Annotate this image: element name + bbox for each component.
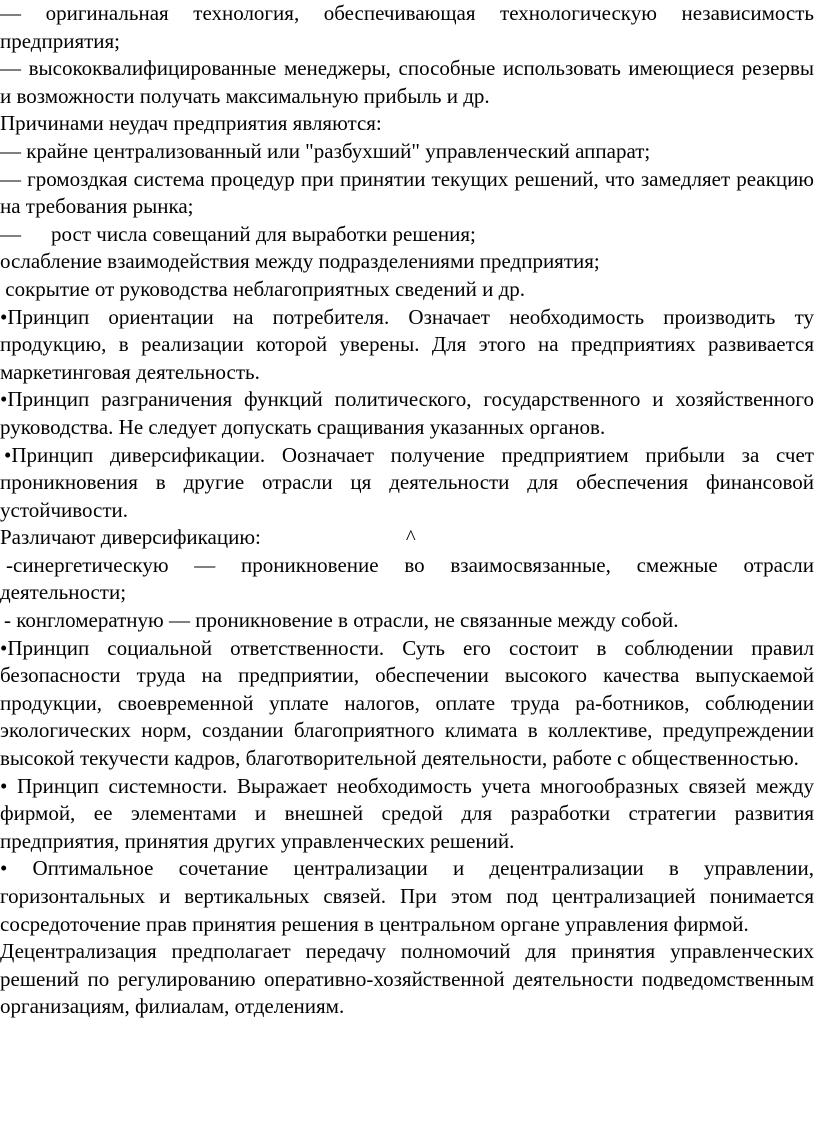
paragraph-18: Децентрализация предполагает передачу полномочий для принятия управленческих решений по регулированию оперативно-хозяйственной деятельности подведомственным организациям, филиалам, отделениям. xyxy=(0,939,814,1019)
paragraph-14: - конгломератную — проникновение в отрасли, не связанные между собой. xyxy=(4,608,679,633)
paragraph-16: • Принцип системности. Выражает необходимость учета многообразных связей между фирмой, ее элементами и внешней средой для разработки стратегии развития предприятия, принятия других управленческих решений. xyxy=(0,773,814,853)
paragraph-1: — оригинальная технология, обеспечивающая технологическую независимость предприятия; xyxy=(0,1,814,53)
paragraph-3: Причинами неудач предприятия являются: xyxy=(0,111,382,136)
paragraph-6-text: рост числа совещаний для выработки решения; xyxy=(51,221,476,246)
paragraph-10: •Принцип разграничения функций политического, государственного и хозяйственного руководства. Не следует допускать сращивания указанных органов. xyxy=(0,387,814,439)
paragraph-2: — высококвалифицированные менеджеры, способные использовать имеющиеся резервы и возможности получать максимальную прибыль и др. xyxy=(0,56,814,108)
paragraph-17: • Оптимальное сочетание централизации и децентрализации в управлении, горизонтальных и вертикальных связей. При этом под централизацией понимается сосредоточение прав принятия решения в центральном органе управления фирмой. xyxy=(0,856,814,936)
paragraph-12-text: Различают диверсификацию: xyxy=(0,525,261,550)
paragraph-15: •Принцип социальной ответственности. Суть его состоит в соблюдении правил безопасности труда на предприятии, обеспечении высокого качества выпускаемой продукции, своевременной уплате налогов, оплате труда ра-ботников, соблюдении экологических норм, создании благоприятного климата в коллективе, предупреждении высокой текучести кадров, благотворительной деятельности, работе с общественностью. xyxy=(0,635,814,771)
paragraph-9: •Принцип ориентации на потребителя. Означает необходимость производить ту продукцию, в реализации которой уверены. Для этого на предприятиях развивается маркетинговая деятельность. xyxy=(0,304,814,384)
paragraph-6 xyxy=(0,221,814,249)
paragraph-8: сокрытие от руководства неблагоприятных сведений и др. xyxy=(0,276,526,301)
paragraph-4: — крайне централизованный или "разбухший" управленческий аппарат; xyxy=(0,138,651,163)
paragraph-7: ослабление взаимодействия между подразделениями предприятия; xyxy=(0,249,600,274)
paragraph-13: -синергетическую — проникновение во взаимосвязанные, смежные отрасли деятельности; xyxy=(0,552,814,605)
paragraph-5: — громоздкая система процедур при принятии текущих решений, что замедляет реакцию на требования рынка; xyxy=(0,166,814,219)
dash-mark: — xyxy=(0,221,21,246)
paragraph-11: •Принцип диверсификации. Оозначает получение предприятием прибыли за счет проникновения в другие отрасли ця деятельности для обеспечения финансовой устойчивости. xyxy=(0,442,814,522)
paragraph-12 xyxy=(0,524,814,552)
caret-mark: ^ xyxy=(405,525,416,550)
